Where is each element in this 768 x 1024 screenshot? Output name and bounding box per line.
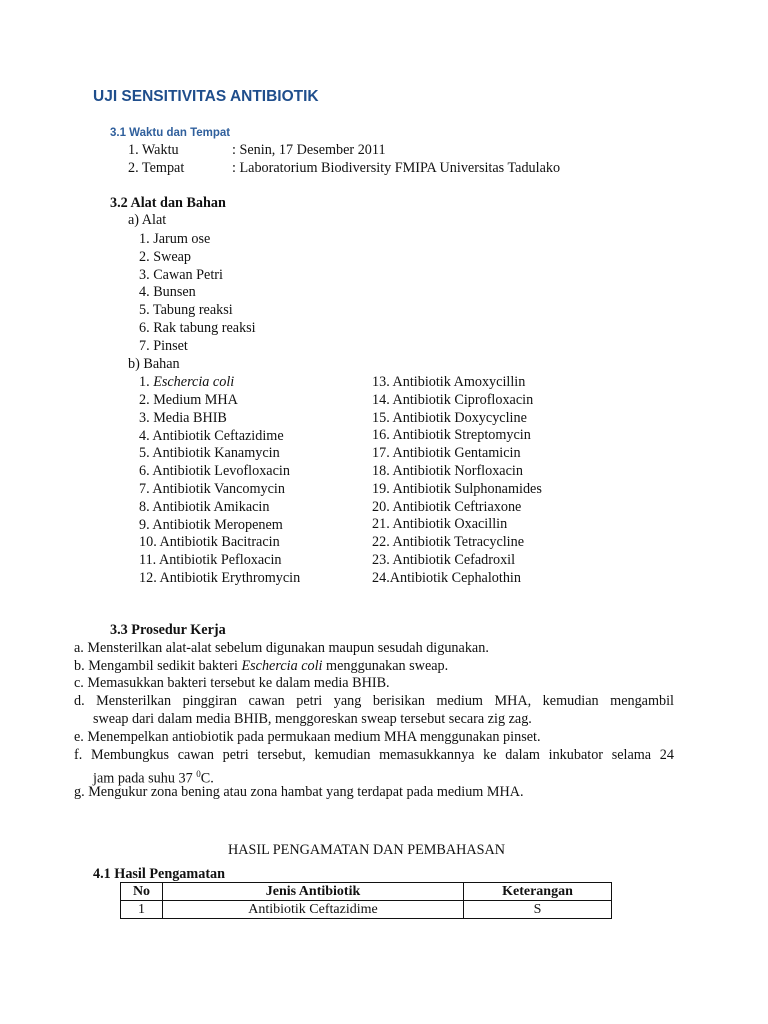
bahan-item: 5. Antibiotik Kanamycin (139, 445, 280, 462)
bahan-item: 8. Antibiotik Amikacin (139, 498, 270, 515)
bahan-item-organism: Eschercia coli (153, 374, 235, 390)
alat-heading: a) Alat (128, 212, 167, 228)
bahan-item: 2. Medium MHA (139, 392, 238, 408)
alat-item: 2. Sweap (139, 248, 192, 265)
step-b-text: b. Mengambil sedikit bakteri (74, 658, 242, 674)
section-4-title: HASIL PENGAMATAN DAN PEMBAHASAN (228, 842, 505, 858)
bahan-item: 12. Antibiotik Erythromycin (139, 570, 301, 586)
step-f-unit: C. (200, 770, 214, 787)
alat-item: 5. Tabung reaksi (139, 302, 233, 319)
procedure-step-f-line1: f. Membungkus cawan petri tersebut, kemudian memasukkannya ke dalam inkubator selama 24 (74, 747, 674, 763)
bahan-item: 15. Antibiotik Doxycycline (372, 409, 527, 426)
bahan-item: 11. Antibiotik Pefloxacin (139, 552, 282, 569)
col-header-no: No (121, 883, 163, 901)
alat-item: 6. Rak tabung reaksi (139, 320, 256, 336)
bahan-item (139, 374, 234, 391)
cell-no: 1 (121, 901, 163, 919)
cell-keterangan: S (464, 901, 612, 919)
section-3-1-heading: 3.1 Waktu dan Tempat (110, 127, 231, 139)
bahan-item: 16. Antibiotik Streptomycin (372, 427, 531, 444)
tempat-value: : Laboratorium Biodiversity FMIPA Universitas Tadulako (232, 160, 561, 176)
alat-item: 7. Pinset (139, 337, 188, 354)
waktu-label: 1. Waktu (128, 142, 179, 158)
procedure-step-g: g. Mengukur zona bening atau zona hambat yang terdapat pada medium MHA. (74, 784, 524, 800)
table-header-row (121, 883, 612, 901)
degree-superscript: 0 (196, 769, 201, 779)
bahan-heading: b) Bahan (128, 356, 180, 372)
procedure-step-d-line1: d. Mensterilkan pinggiran cawan petri yang berisikan medium MHA, kemudian mengambil (74, 693, 674, 709)
section-4-1-heading: 4.1 Hasil Pengamatan (93, 866, 226, 882)
bahan-item: 14. Antibiotik Ciprofloxacin (372, 391, 534, 408)
col-header-antibiotic: Jenis Antibiotik (163, 883, 464, 901)
bahan-item: 18. Antibiotik Norfloxacin (372, 463, 523, 479)
bahan-item: 6. Antibiotik Levofloxacin (139, 463, 290, 480)
alat-item: 4. Bunsen (139, 284, 196, 301)
bahan-item: 21. Antibiotik Oxacillin (372, 516, 508, 533)
tempat-label: 2. Tempat (128, 160, 185, 176)
bahan-item: 19. Antibiotik Sulphonamides (372, 480, 542, 497)
bahan-item: 7. Antibiotik Vancomycin (139, 481, 285, 497)
procedure-step-b (74, 658, 448, 675)
bahan-item: 23. Antibiotik Cefadroxil (372, 552, 516, 568)
bahan-item: 3. Media BHIB (139, 409, 227, 426)
alat-item: 1. Jarum ose (139, 231, 211, 247)
procedure-step-a: a. Mensterilkan alat-alat sebelum digunakan maupun sesudah digunakan. (74, 640, 489, 656)
table-row (121, 901, 612, 919)
page-title: UJI SENSITIVITAS ANTIBIOTIK (93, 88, 319, 105)
bahan-item: 9. Antibiotik Meropenem (139, 516, 283, 533)
results-table (120, 882, 612, 919)
bahan-item: 20. Antibiotik Ceftriaxone (372, 498, 522, 515)
procedure-step-e: e. Menempelkan antiobiotik pada permukaan medium MHA menggunakan pinset. (74, 729, 541, 745)
bahan-item-number: 1. (139, 374, 154, 390)
step-b-text-end: menggunakan sweap. (322, 658, 449, 674)
procedure-step-c: c. Memasukkan bakteri tersebut ke dalam media BHIB. (74, 675, 390, 691)
bahan-item: 13. Antibiotik Amoxycillin (372, 374, 526, 390)
step-f-text: jam pada suhu 37 (93, 770, 197, 787)
bahan-item: 24.Antibiotik Cephalothin (372, 569, 521, 586)
bahan-item: 4. Antibiotik Ceftazidime (139, 427, 284, 444)
bahan-item: 17. Antibiotik Gentamicin (372, 445, 521, 462)
bahan-item: 22. Antibiotik Tetracycline (372, 534, 525, 551)
waktu-value: : Senin, 17 Desember 2011 (232, 142, 386, 158)
procedure-step-d-line2: sweap dari dalam media BHIB, menggoreskan sweap tersebut secara zig zag. (93, 711, 532, 727)
bahan-item: 10. Antibiotik Bacitracin (139, 534, 280, 551)
cell-antibiotic: Antibiotik Ceftazidime (163, 901, 464, 919)
section-3-3-heading: 3.3 Prosedur Kerja (110, 622, 226, 638)
col-header-keterangan: Keterangan (464, 883, 612, 901)
step-b-organism: Eschercia coli (241, 658, 323, 674)
section-3-2-heading: 3.2 Alat dan Bahan (110, 195, 226, 211)
alat-item: 3. Cawan Petri (139, 266, 223, 283)
